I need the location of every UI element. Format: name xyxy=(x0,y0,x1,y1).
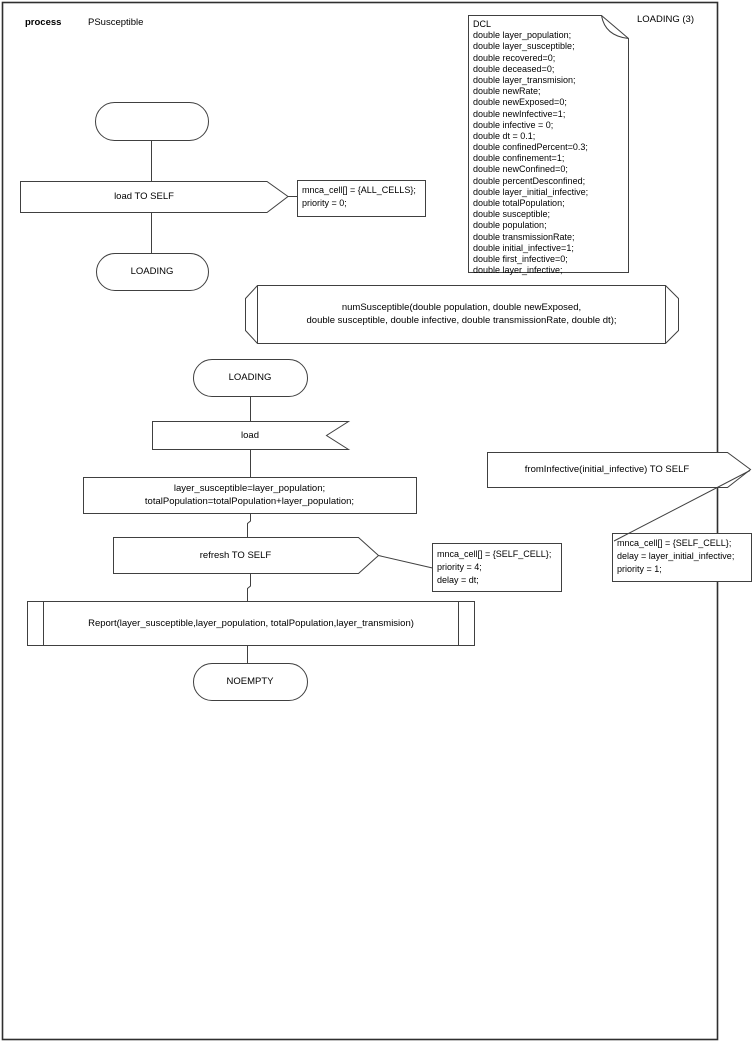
connector-refresh-report xyxy=(248,574,251,602)
state-loading-symbol[interactable] xyxy=(97,254,209,291)
output-refresh-label: refresh TO SELF xyxy=(199,549,272,561)
comment-refresh-box[interactable] xyxy=(433,544,562,592)
input-load-symbol[interactable] xyxy=(153,422,349,450)
procedure-decl-label: numSusceptible(double population, double newExposed, double susceptible, double infective, double transmissionRate, double dt); xyxy=(306,302,617,326)
procedure-decl-symbol[interactable] xyxy=(246,286,679,344)
process-kind-label: process xyxy=(25,17,62,28)
connector-task-refresh xyxy=(248,514,251,538)
comment-load-text: mnca_cell[] = {ALL_CELLS}; priority = 0; xyxy=(302,185,416,208)
comment-frominfective-text: mnca_cell[] = {SELF_CELL}; delay = layer_initial_infective; priority = 1; xyxy=(617,538,735,574)
task-label: layer_susceptible=layer_population; totalPopulation=totalPopulation+layer_population; xyxy=(144,483,355,507)
dcl-declarations-text: DCL double layer_population; double layer_susceptible; double recovered=0; double deceased=0; double layer_transmision; double newRate; double newExposed=0; double newInfective=1; double infective = 0; double dt = 0.1; double confinedPercent=0.3; double confinement=1; double newConfined=0; double percentDesconfined; double layer_initial_infective; double totalPopulation; double susceptible; double population; double transmissionRate; double initial_infective=1; double first_infective=0; double layer_infective; xyxy=(473,19,589,276)
page-label: LOADING (3) xyxy=(637,14,695,25)
output-load-label: load TO SELF xyxy=(114,191,174,202)
comment-load-box[interactable] xyxy=(298,181,426,217)
comment-link-refresh xyxy=(379,556,433,569)
output-load-symbol[interactable] xyxy=(21,182,289,213)
dcl-note-shape[interactable] xyxy=(469,16,629,273)
state-loading-label: LOADING xyxy=(130,266,174,277)
process-name: PSusceptible xyxy=(88,17,144,28)
comment-frominfective-box[interactable] xyxy=(613,534,752,582)
state-noempty-symbol[interactable] xyxy=(194,664,308,701)
state-loading2-symbol[interactable] xyxy=(194,360,308,397)
procedure-call-report-label: Report(layer_susceptible,layer_population, totalPopulation,layer_transmision) xyxy=(88,617,414,629)
start-state-symbol[interactable] xyxy=(96,103,209,141)
comment-refresh-text: mnca_cell[] = {SELF_CELL}; priority = 4; delay = dt; xyxy=(437,549,552,585)
output-frominfective-symbol[interactable] xyxy=(488,453,751,488)
state-loading2-label: LOADING xyxy=(228,372,272,383)
procedure-call-report-symbol[interactable] xyxy=(28,602,475,646)
task-symbol[interactable] xyxy=(84,478,417,514)
input-load-label: load xyxy=(241,429,259,441)
state-noempty-label: NOEMPTY xyxy=(226,676,274,687)
output-refresh-symbol[interactable] xyxy=(114,538,379,574)
output-frominfective-label: fromInfective(initial_infective) TO SELF xyxy=(524,464,690,475)
